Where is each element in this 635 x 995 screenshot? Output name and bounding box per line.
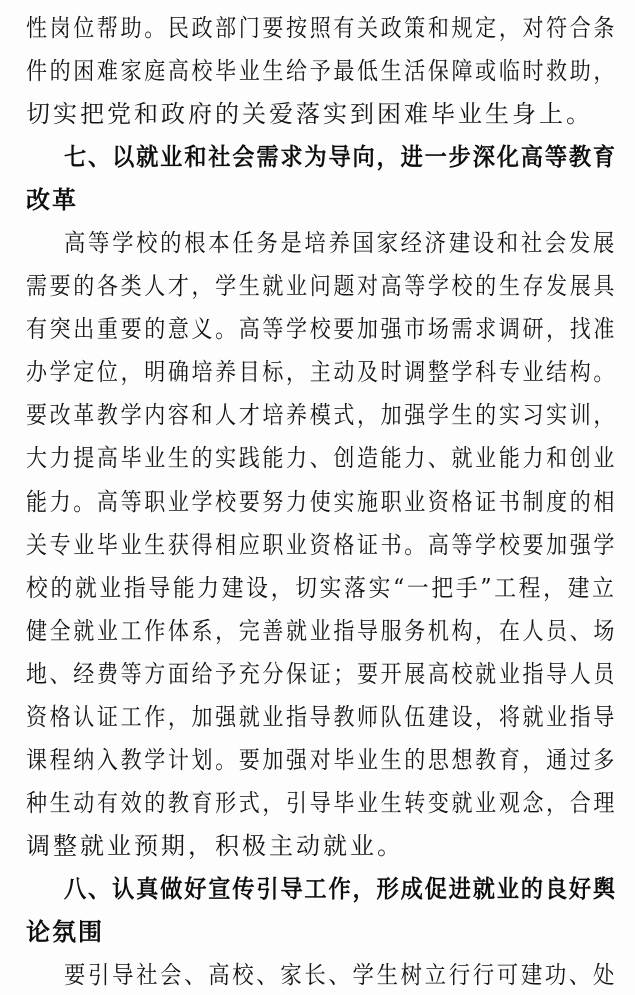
section-heading-7: 七、以就业和社会需求为导向，进一步深化高等教育 bbox=[64, 143, 617, 171]
body-text-line: 大力提高毕业生的实践能力、创造能力、就业能力和创业 bbox=[26, 444, 618, 472]
body-text-line: 要引导社会、高校、家长、学生树立行行可建功、处 bbox=[64, 961, 618, 989]
section-heading-7-cont: 改革 bbox=[26, 186, 78, 214]
body-text-line: 有突出重要的意义。高等学校要加强市场需求调研，找准 bbox=[26, 315, 618, 343]
body-text-line: 需要的各类人才，学生就业问题对高等学校的生存发展具 bbox=[26, 272, 618, 300]
body-text-line: 校的就业指导能力建设，切实落实“一把手”工程，建立 bbox=[26, 574, 617, 602]
body-text-line: 件的困难家庭高校毕业生给予最低生活保障或临时救助， bbox=[26, 57, 618, 85]
body-text-line: 调整就业预期，积极主动就业。 bbox=[26, 832, 404, 860]
body-text-line: 种生动有效的教育形式，引导毕业生转变就业观念，合理 bbox=[26, 789, 618, 817]
section-heading-8-cont: 论氛围 bbox=[26, 918, 104, 946]
body-text-line: 切实把党和政府的关爱落实到困难毕业生身上。 bbox=[26, 100, 593, 128]
body-text-line: 地、经费等方面给予充分保证；要开展高校就业指导人员 bbox=[26, 660, 618, 688]
body-text-line: 性岗位帮助。民政部门要按照有关政策和规定，对符合条 bbox=[26, 14, 618, 42]
section-heading-8: 八、认真做好宣传引导工作，形成促进就业的良好舆 bbox=[64, 875, 617, 903]
body-text-line: 要改革教学内容和人才培养模式，加强学生的实习实训， bbox=[26, 401, 618, 429]
body-text-line: 能力。高等职业学校要努力使实施职业资格证书制度的相 bbox=[26, 488, 618, 516]
body-text-line: 健全就业工作体系，完善就业指导服务机构，在人员、场 bbox=[26, 617, 618, 645]
body-text-line: 资格认证工作，加强就业指导教师队伍建设，将就业指导 bbox=[26, 703, 618, 731]
body-text-line: 高等学校的根本任务是培养国家经济建设和社会发展 bbox=[64, 229, 618, 257]
body-text-line: 办学定位，明确培养目标，主动及时调整学科专业结构。 bbox=[26, 358, 618, 386]
body-text-line: 课程纳入教学计划。要加强对毕业生的思想教育，通过多 bbox=[26, 746, 618, 774]
body-text-line: 关专业毕业生获得相应职业资格证书。高等学校要加强学 bbox=[26, 531, 618, 559]
